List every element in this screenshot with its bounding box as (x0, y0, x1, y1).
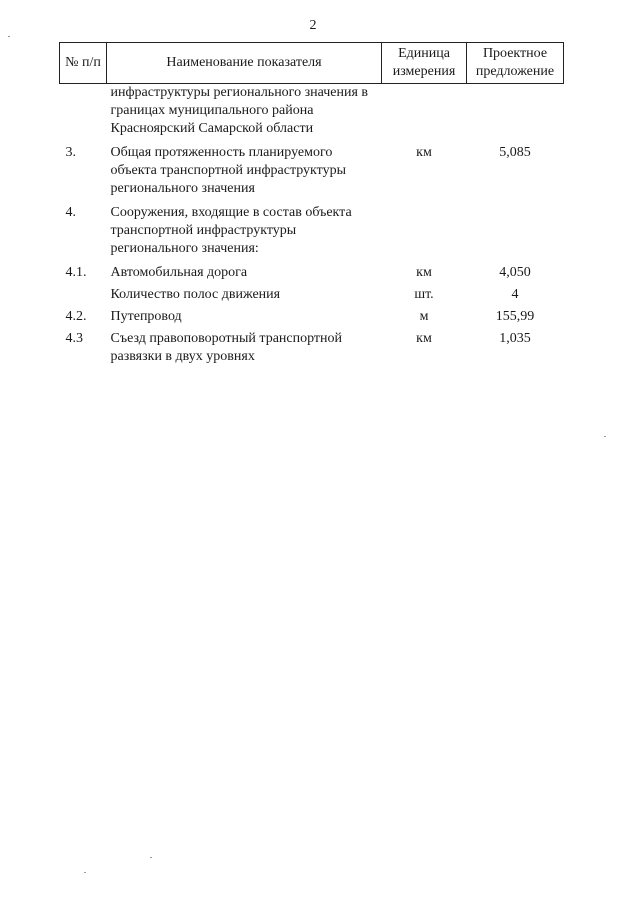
row-number: 4.1. (65, 265, 87, 280)
table-row (60, 204, 564, 264)
table-row (60, 308, 564, 330)
row-number: 3. (65, 145, 76, 160)
row-number (60, 286, 107, 308)
header-indicator-name: Наименование показателя (107, 43, 382, 84)
row-number (60, 84, 107, 145)
indicators-table (59, 42, 564, 366)
row-name: Автомобильная дорога (110, 265, 248, 280)
row-value: 1,035 (499, 331, 531, 346)
row-value: 4 (511, 287, 519, 302)
scan-speck (84, 872, 86, 873)
table-row (60, 286, 564, 308)
table-row (60, 84, 564, 145)
row-name: Количество полос движения (110, 287, 281, 302)
scan-speck (604, 436, 606, 437)
table-row (60, 144, 564, 204)
header-unit: Единица измерения (382, 43, 467, 84)
row-value: 5,085 (499, 145, 531, 160)
row-unit: м (419, 309, 429, 324)
header-number: № п/п (60, 43, 107, 84)
row-unit (382, 204, 467, 264)
row-unit: км (416, 265, 432, 280)
row-unit (382, 84, 467, 145)
scan-speck (150, 857, 152, 858)
row-number: 4. (65, 205, 76, 220)
row-name: Путепровод (110, 309, 182, 324)
page-number: 2 (309, 18, 317, 33)
row-number: 4.2. (65, 309, 87, 324)
row-name: Съезд правоповоротный транспортной развязки в двух уровнях (110, 331, 343, 364)
row-unit: км (416, 331, 432, 346)
row-name: инфраструктуры регионального значения в границах муниципального района Красноярский Самарской области (110, 85, 369, 136)
row-value: 155,99 (495, 309, 535, 324)
scan-speck (8, 36, 10, 37)
table-header-row (60, 43, 564, 84)
table-row (60, 264, 564, 286)
row-unit: шт. (414, 287, 434, 302)
row-value (467, 204, 564, 264)
row-unit: км (416, 145, 432, 160)
header-proposal: Проектное предложение (467, 43, 564, 84)
table-row (60, 330, 564, 366)
row-name: Сооружения, входящие в состав объекта транспортной инфраструктуры регионального значения: (110, 205, 352, 256)
row-value (467, 84, 564, 145)
row-name: Общая протяженность планируемого объекта транспортной инфраструктуры регионального значения (110, 145, 347, 196)
row-value: 4,050 (499, 265, 531, 280)
row-number: 4.3 (65, 331, 83, 346)
